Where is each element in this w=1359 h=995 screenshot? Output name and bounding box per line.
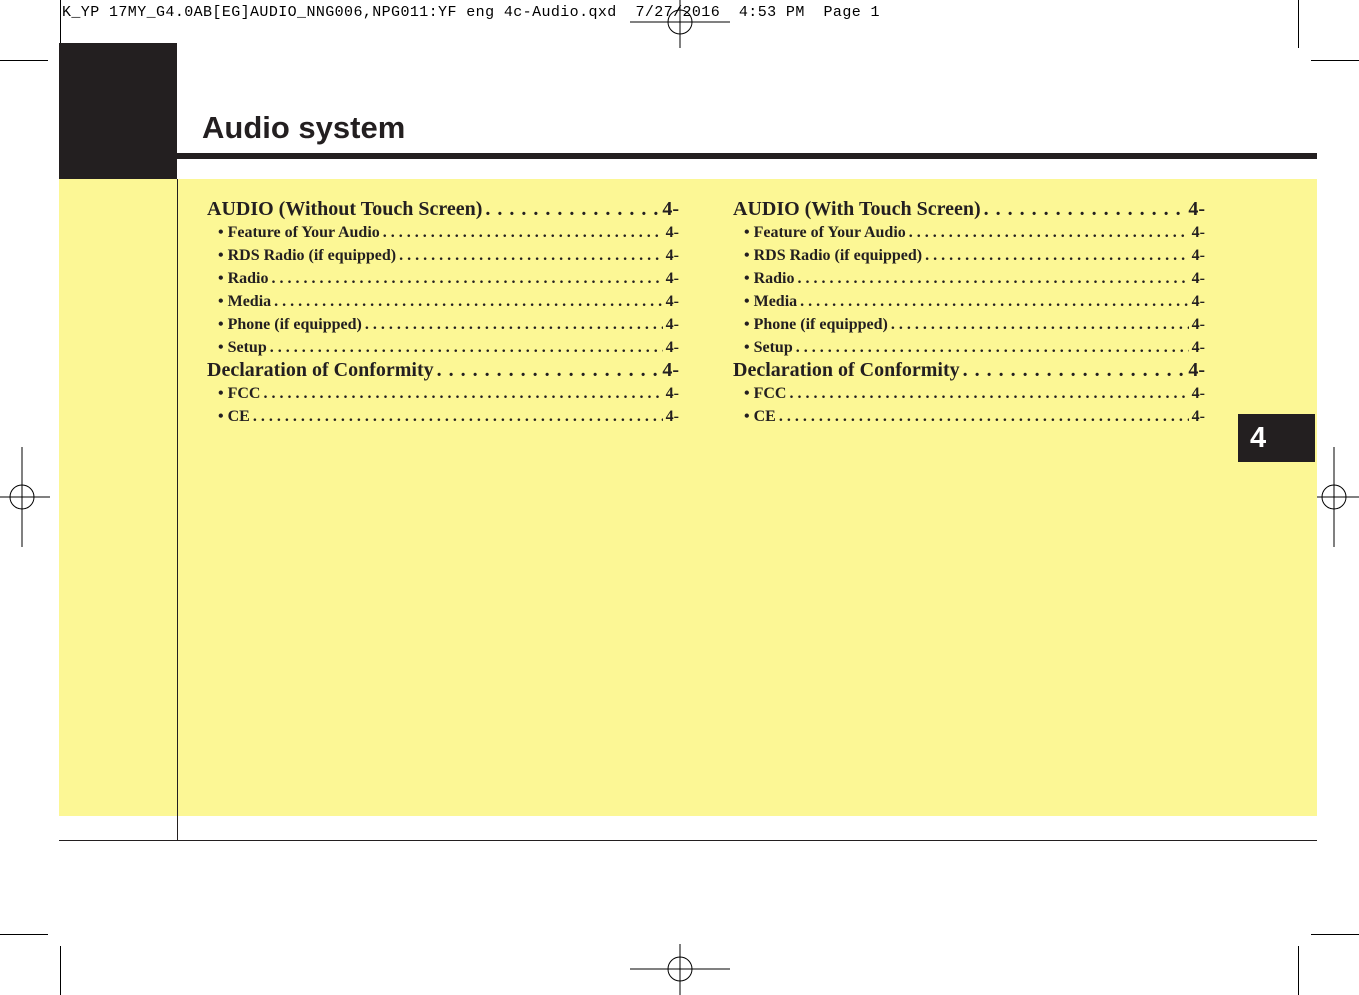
header-block bbox=[59, 43, 177, 179]
toc-label: • Setup bbox=[218, 339, 267, 356]
toc-entry[interactable] bbox=[207, 382, 679, 405]
dot-leader bbox=[800, 290, 1189, 313]
crop-mark bbox=[60, 946, 61, 995]
toc-left-column bbox=[207, 198, 679, 428]
toc-label: AUDIO (Without Touch Screen) bbox=[207, 198, 483, 220]
toc-label: Declaration of Conformity bbox=[207, 359, 434, 381]
toc-page: 4- bbox=[665, 247, 679, 264]
toc-page: 4- bbox=[665, 224, 679, 241]
toc-entry[interactable] bbox=[207, 336, 679, 359]
toc-entry[interactable] bbox=[733, 290, 1205, 313]
toc-page: 4- bbox=[1191, 339, 1205, 356]
crop-mark bbox=[0, 60, 48, 61]
toc-entry[interactable] bbox=[733, 198, 1205, 221]
title-rule bbox=[177, 153, 1317, 159]
toc-entry[interactable] bbox=[733, 313, 1205, 336]
toc-label: • Feature of Your Audio bbox=[218, 224, 380, 241]
toc-right-column bbox=[733, 198, 1205, 428]
toc-entry[interactable] bbox=[733, 405, 1205, 428]
toc-entry[interactable] bbox=[733, 244, 1205, 267]
toc-label: • CE bbox=[744, 408, 776, 425]
printer-slug: K_YP 17MY_G4.0AB[EG]AUDIO_NNG006,NPG011:YF eng 4c-Audio.qxd 7/27/2016 4:53 PM Page 1 bbox=[62, 4, 880, 21]
toc-page: 4- bbox=[1191, 224, 1205, 241]
toc-label: • Phone (if equipped) bbox=[744, 316, 888, 333]
crop-mark bbox=[1298, 946, 1299, 995]
toc-label: • Setup bbox=[744, 339, 793, 356]
dot-leader bbox=[274, 290, 663, 313]
toc-entry[interactable] bbox=[207, 198, 679, 221]
toc-entry[interactable] bbox=[207, 313, 679, 336]
crop-mark bbox=[1298, 0, 1299, 48]
dot-leader bbox=[789, 382, 1188, 405]
toc-label: AUDIO (With Touch Screen) bbox=[733, 198, 981, 220]
toc-entry[interactable] bbox=[207, 290, 679, 313]
chapter-tab[interactable]: 4 bbox=[1238, 414, 1315, 462]
toc-label: Declaration of Conformity bbox=[733, 359, 960, 381]
toc-entry[interactable] bbox=[207, 221, 679, 244]
toc-entry[interactable] bbox=[733, 221, 1205, 244]
toc-page: 4- bbox=[662, 198, 679, 220]
dot-leader bbox=[272, 267, 663, 290]
page-title: Audio system bbox=[202, 110, 406, 145]
registration-mark-icon bbox=[630, 944, 730, 995]
toc-label: • Radio bbox=[218, 270, 269, 287]
dot-leader bbox=[798, 267, 1189, 290]
toc-page: 4- bbox=[1188, 198, 1205, 220]
toc-page: 4- bbox=[665, 385, 679, 402]
crop-mark bbox=[60, 0, 61, 48]
toc-label: • Radio bbox=[744, 270, 795, 287]
toc-page: 4- bbox=[665, 293, 679, 310]
toc-label: • Phone (if equipped) bbox=[218, 316, 362, 333]
toc-page: 4- bbox=[1191, 385, 1205, 402]
toc-label: • FCC bbox=[744, 385, 787, 402]
toc-entry[interactable] bbox=[733, 336, 1205, 359]
margin-rule bbox=[177, 179, 178, 841]
toc-page: 4- bbox=[1191, 247, 1205, 264]
toc-entry[interactable] bbox=[207, 267, 679, 290]
dot-leader bbox=[437, 359, 660, 382]
toc-page: 4- bbox=[665, 408, 679, 425]
dot-leader bbox=[383, 221, 663, 244]
dot-leader bbox=[963, 359, 1186, 382]
registration-mark-icon bbox=[0, 447, 50, 547]
toc-page: 4- bbox=[1191, 408, 1205, 425]
toc-page: 4- bbox=[1191, 270, 1205, 287]
toc-entry[interactable] bbox=[733, 382, 1205, 405]
toc-entry[interactable] bbox=[207, 244, 679, 267]
toc-page: 4- bbox=[665, 316, 679, 333]
dot-leader bbox=[796, 336, 1189, 359]
toc-label: • Media bbox=[218, 293, 272, 310]
dot-leader bbox=[365, 313, 663, 336]
dot-leader bbox=[891, 313, 1189, 336]
toc-entry[interactable] bbox=[733, 267, 1205, 290]
toc-label: • Feature of Your Audio bbox=[744, 224, 906, 241]
toc-page: 4- bbox=[665, 339, 679, 356]
dot-leader bbox=[263, 382, 662, 405]
toc-label: • RDS Radio (if equipped) bbox=[744, 247, 923, 264]
toc-page: 4- bbox=[1191, 293, 1205, 310]
dot-leader bbox=[909, 221, 1189, 244]
crop-mark bbox=[1311, 934, 1359, 935]
toc-page: 4- bbox=[1188, 359, 1205, 381]
dot-leader bbox=[253, 405, 663, 428]
toc-entry[interactable] bbox=[733, 359, 1205, 382]
registration-mark-icon bbox=[630, 0, 730, 50]
toc-page: 4- bbox=[665, 270, 679, 287]
dot-leader bbox=[485, 198, 659, 221]
toc-page: 4- bbox=[662, 359, 679, 381]
dot-leader bbox=[984, 198, 1186, 221]
dot-leader bbox=[270, 336, 663, 359]
crop-mark bbox=[1311, 60, 1359, 61]
toc-page: 4- bbox=[1191, 316, 1205, 333]
dot-leader bbox=[925, 244, 1189, 267]
toc-entry[interactable] bbox=[207, 405, 679, 428]
toc-label: • CE bbox=[218, 408, 250, 425]
crop-mark bbox=[0, 934, 48, 935]
dot-leader bbox=[779, 405, 1189, 428]
toc-label: • Media bbox=[744, 293, 798, 310]
toc-label: • RDS Radio (if equipped) bbox=[218, 247, 397, 264]
toc-label: • FCC bbox=[218, 385, 261, 402]
dot-leader bbox=[399, 244, 663, 267]
footer-rule bbox=[59, 840, 1317, 841]
toc-entry[interactable] bbox=[207, 359, 679, 382]
